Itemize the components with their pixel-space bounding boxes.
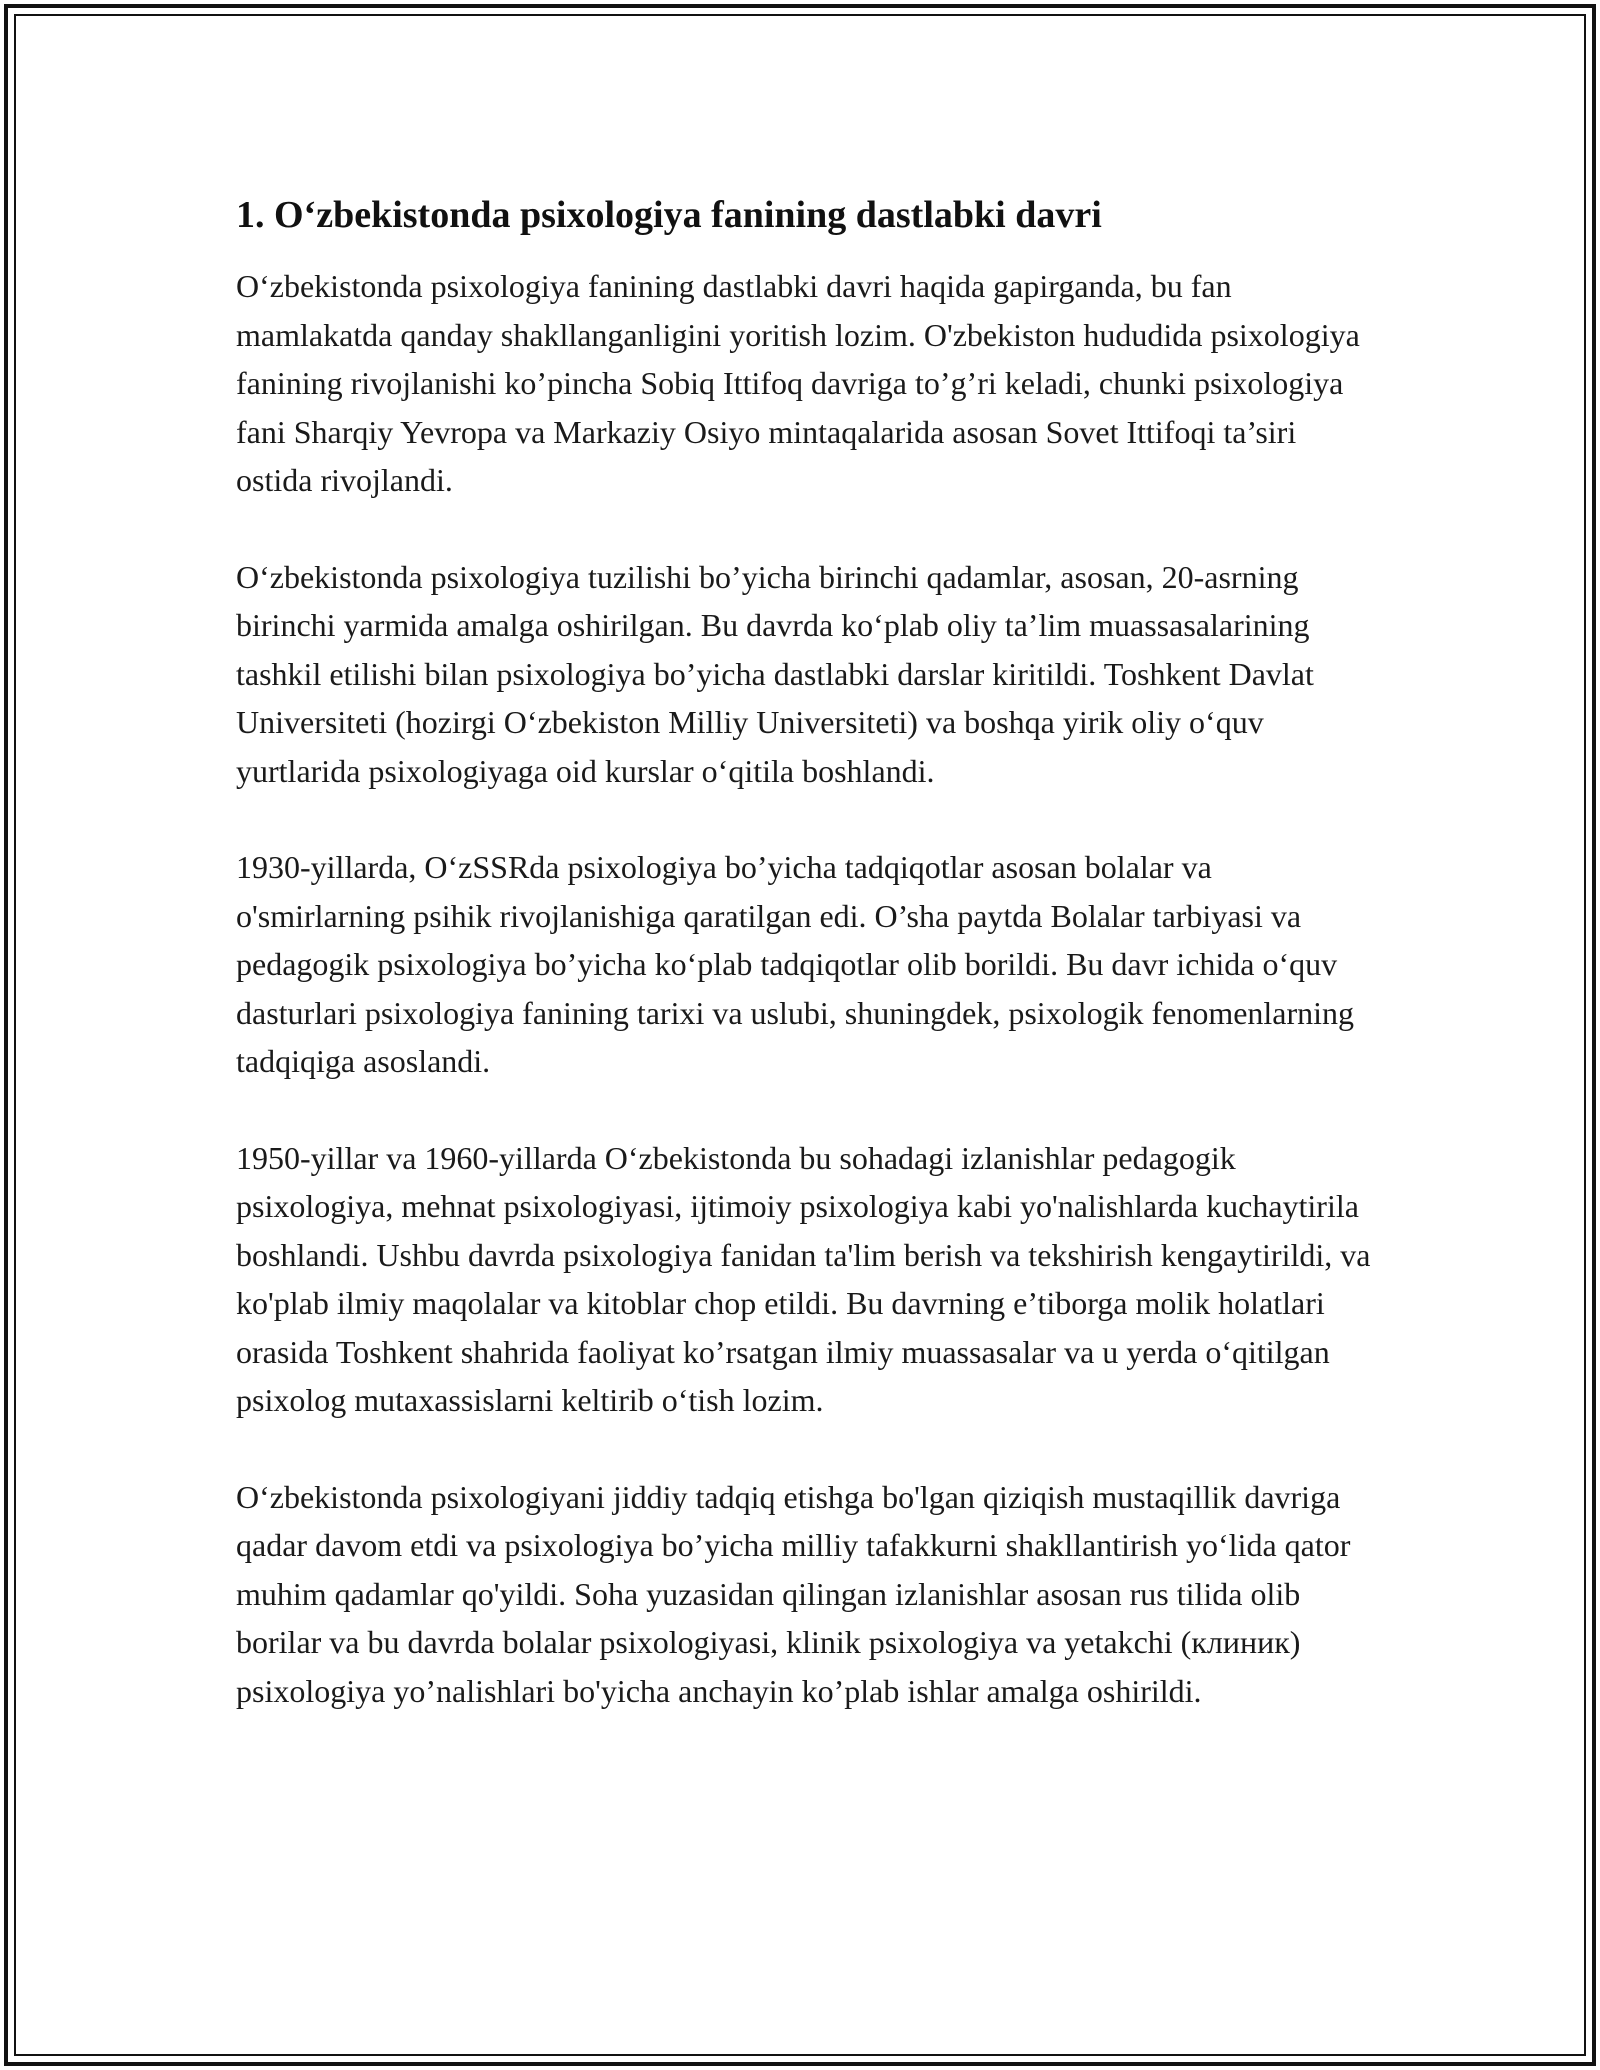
paragraph-5: O‘zbekistonda psixologiyani jiddiy tadqiq etishga bo'lgan qiziqish mustaqillik davriga qadar davom etdi va psixologiya bo’yicha milliy tafakkurni shakllantirish yo‘lida qator muhim qadamlar qo'yildi. Soha yuzasidan qilingan izlanishlar asosan rus tilida olib borilar va bu davrda bolalar psixologiyasi, klinik psixologiya va yetakchi (клиник) psixologiya yo’nalishlari bo'yicha anchayin ko’plab ishlar amalga oshirildi. bbox=[236, 1478, 1351, 1709]
paragraph-2: O‘zbekistonda psixologiya tuzilishi bo’yicha birinchi qadamlar, asosan, 20-asrning birinchi yarmida amalga oshirilgan. Bu davrda ko‘plab oliy ta’lim muassasalarining tashkil etilishi bilan psixologiya bo’yicha dastlabki darslar kiritildi. Toshkent Davlat Universiteti (hozirgi O‘zbekiston Milliy Universiteti) va boshqa yirik oliy o‘quv yurtlarida psixologiyaga oid kurslar o‘qitila boshlandi. bbox=[236, 558, 1314, 789]
paragraph-3: 1930-yillarda, O‘zSSRda psixologiya bo’yicha tadqiqotlar asosan bolalar va o'smirlarning psihik rivojlanishiga qaratilgan edi. O’sha paytda Bolalar tarbiyasi va pedagogik psixologiya bo’yicha ko‘plab tadqiqotlar olib borildi. Bu davr ichida o‘quv dasturlari psixologiya fanining tarixi va uslubi, shuningdek, psixologik fenomenlarning tadqiqiga asoslandi. bbox=[236, 849, 1355, 1079]
section-heading: 1. O‘zbekistonda psixologiya fanining dastlabki davri bbox=[236, 194, 1102, 236]
paragraph-1: O‘zbekistonda psixologiya fanining dastlabki davri haqida gapirganda, bu fan mamlakatda qanday shakllanganligini yoritish lozim. O'zbekiston hududida psixologiya fanining rivojlanishi ko’pincha Sobiq Ittifoq davriga to’g’ri keladi, chunki psixologiya fani Sharqiy Yevropa va Markaziy Osiyo mintaqalarida asosan Sovet Ittifoqi ta’siri ostida rivojlandi. bbox=[236, 268, 1360, 498]
document-body bbox=[236, 188, 1376, 1763]
paragraph-4: 1950-yillar va 1960-yillarda O‘zbekistonda bu sohadagi izlanishlar pedagogik psixologiya, mehnat psixologiyasi, ijtimoiy psixologiya kabi yo'nalishlarda kuchaytirila boshlandi. Ushbu davrda psixologiya fanidan ta'lim berish va tekshirish kengaytirildi, va ko'plab ilmiy maqolalar va kitoblar chop etildi. Bu davrning e’tiborga molik holatlari orasida Toshkent shahrida faoliyat ko’rsatgan ilmiy muassasalar va u yerda o‘qitilgan psixolog mutaxassislarni keltirib o‘tish lozim. bbox=[236, 1139, 1371, 1418]
